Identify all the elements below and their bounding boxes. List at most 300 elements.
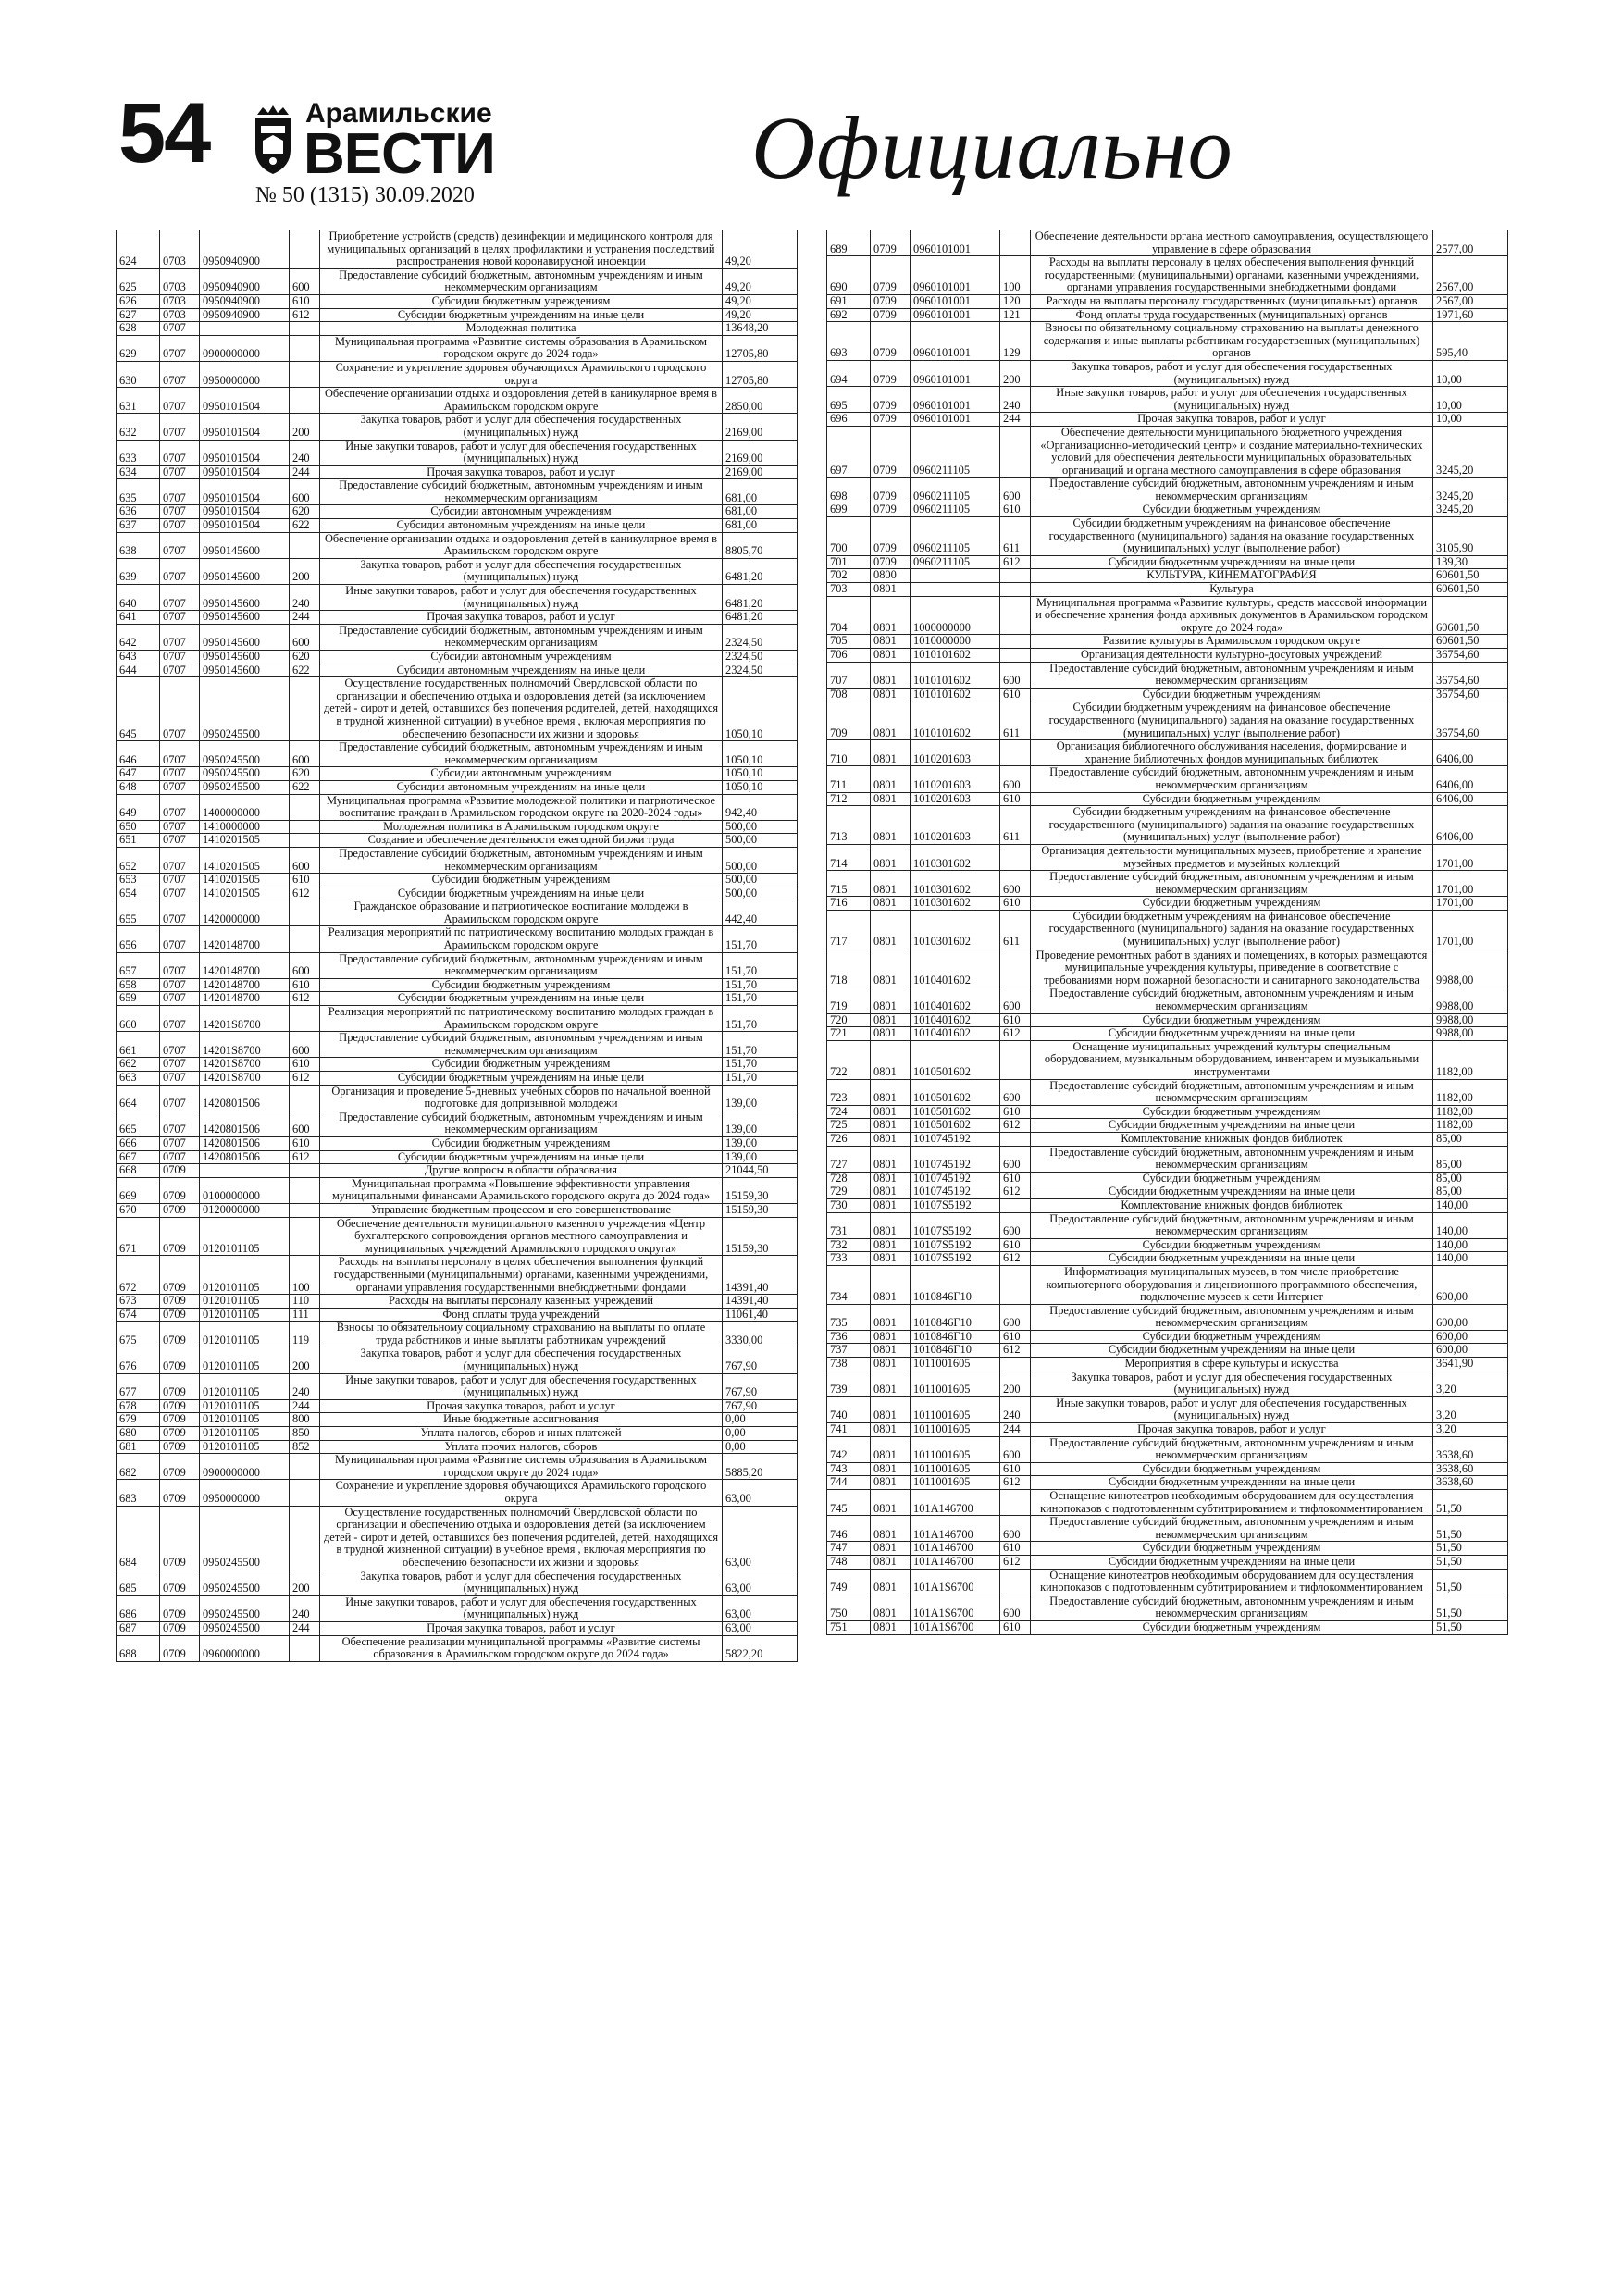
row-number: 674	[117, 1308, 160, 1322]
target-code: 1420148700	[200, 952, 290, 978]
section-code: 0707	[160, 741, 200, 767]
target-code: 1010401602	[911, 987, 1000, 1013]
section-code: 0801	[871, 987, 911, 1013]
section-code: 0703	[160, 230, 200, 269]
section-code: 0709	[160, 1256, 200, 1295]
expense-type: 244	[1000, 1423, 1031, 1437]
item-name: Взносы по обязательному социальному страхованию на выплаты денежного содержания и иные выплаты работникам государственных (муниципальных) органов	[1031, 322, 1433, 361]
row-number: 720	[827, 1013, 871, 1027]
expense-type: 611	[1000, 910, 1031, 949]
table-row	[117, 978, 798, 992]
item-name: Закупка товаров, работ и услуг для обеспечения государственных (муниципальных) нужд	[320, 1347, 723, 1373]
item-name: Субсидии бюджетным учреждениям	[1031, 897, 1433, 911]
row-number: 744	[827, 1476, 871, 1490]
table-row	[827, 1542, 1508, 1556]
section-code: 0709	[871, 230, 911, 256]
expense-type: 110	[290, 1295, 320, 1309]
item-name: Субсидии бюджетным учреждениям на иные цели	[1031, 1185, 1433, 1199]
item-name: Предоставление субсидий бюджетным, автономным учреждениям и иным некоммерческим организациям	[320, 268, 723, 294]
section-code: 0707	[160, 992, 200, 1006]
expense-type	[1000, 1198, 1031, 1212]
target-code: 14201S8700	[200, 1072, 290, 1086]
table-row	[117, 887, 798, 900]
item-name: Развитие культуры в Арамильском городском округе	[1031, 635, 1433, 649]
item-name: Предоставление субсидий бюджетным, автономным учреждениям и иным некоммерческим организациям	[1031, 478, 1433, 503]
target-code: 1410201505	[200, 874, 290, 887]
amount: 49,20	[723, 230, 798, 269]
expense-type	[1000, 230, 1031, 256]
target-code: 0960101001	[911, 322, 1000, 361]
row-number: 664	[117, 1085, 160, 1111]
item-name: Организация деятельности муниципальных музеев, приобретение и хранение музейных предметов и музейных коллекций	[1031, 844, 1433, 870]
amount: 600,00	[1433, 1330, 1508, 1344]
row-number: 634	[117, 465, 160, 479]
table-row	[827, 1423, 1508, 1437]
target-code: 0950145600	[200, 651, 290, 664]
table-row	[117, 519, 798, 533]
target-code: 1010301602	[911, 897, 1000, 911]
item-name: Субсидии бюджетным учреждениям	[1031, 1105, 1433, 1119]
row-number: 734	[827, 1265, 871, 1304]
row-number: 739	[827, 1371, 871, 1396]
target-code: 0900000000	[200, 335, 290, 361]
target-code: 0950245500	[200, 1506, 290, 1570]
target-code: 1420801506	[200, 1111, 290, 1136]
table-row	[117, 361, 798, 387]
item-name: Предоставление субсидий бюджетным, автономным учреждениям и иным некоммерческим организациям	[320, 741, 723, 767]
table-row	[117, 677, 798, 741]
expense-type: 620	[290, 651, 320, 664]
table-row	[117, 847, 798, 873]
item-name: Иные бюджетные ассигнования	[320, 1413, 723, 1427]
amount: 36754,60	[1433, 701, 1508, 740]
amount: 63,00	[723, 1621, 798, 1635]
expense-type	[1000, 426, 1031, 477]
item-name: Муниципальная программа «Развитие культуры, средств массовой информации и обеспечение хранения фонда архивных документов в Арамильском городском округе до 2024 года»	[1031, 596, 1433, 635]
amount: 12705,80	[723, 335, 798, 361]
item-name: Предоставление субсидий бюджетным, автономным учреждениям и иным некоммерческим организациям	[1031, 766, 1433, 792]
section-code: 0801	[871, 596, 911, 635]
expense-type: 850	[290, 1427, 320, 1441]
target-code: 0120000000	[200, 1203, 290, 1217]
target-code: 0950940900	[200, 294, 290, 308]
section-code: 0707	[160, 361, 200, 387]
section-code: 0703	[160, 294, 200, 308]
row-number: 638	[117, 532, 160, 558]
expense-type: 600	[1000, 1436, 1031, 1462]
section-code: 0709	[160, 1217, 200, 1256]
row-number: 666	[117, 1136, 160, 1150]
item-name: Гражданское образование и патриотическое воспитание молодежи в Арамильском городском округе	[320, 900, 723, 926]
row-number: 749	[827, 1569, 871, 1595]
table-row	[117, 1085, 798, 1111]
row-number: 746	[827, 1516, 871, 1542]
expense-type: 600	[1000, 871, 1031, 897]
section-code: 0707	[160, 479, 200, 505]
amount: 15159,30	[723, 1217, 798, 1256]
row-number: 678	[117, 1399, 160, 1413]
item-name: Комплектование книжных фондов библиотек	[1031, 1198, 1433, 1212]
table-row	[827, 1555, 1508, 1569]
section-code: 0709	[160, 1295, 200, 1309]
amount: 51,50	[1433, 1595, 1508, 1620]
table-row	[827, 1265, 1508, 1304]
section-code: 0709	[160, 1399, 200, 1413]
target-code: 0120101105	[200, 1347, 290, 1373]
expense-type: 610	[1000, 1462, 1031, 1476]
expense-type: 600	[290, 479, 320, 505]
item-name: Субсидии бюджетным учреждениям	[1031, 1620, 1433, 1634]
target-code: 0120101105	[200, 1399, 290, 1413]
table-row	[827, 294, 1508, 308]
section-code: 0801	[871, 1185, 911, 1199]
table-row	[827, 806, 1508, 845]
section-code: 0709	[871, 360, 911, 386]
section-code: 0801	[871, 740, 911, 766]
amount: 6481,20	[723, 611, 798, 625]
table-row	[117, 505, 798, 519]
row-number: 719	[827, 987, 871, 1013]
amount: 51,50	[1433, 1569, 1508, 1595]
section-code: 0707	[160, 440, 200, 465]
item-name: Субсидии бюджетным учреждениям на иные цели	[320, 992, 723, 1006]
target-code: 0950000000	[200, 361, 290, 387]
item-name: Взносы по обязательному социальному страхованию на выплаты по оплате труда работников и иные выплаты работникам учреждений	[320, 1322, 723, 1347]
expense-type	[1000, 569, 1031, 583]
row-number: 710	[827, 740, 871, 766]
row-number: 718	[827, 949, 871, 987]
item-name: Субсидии бюджетным учреждениям	[1031, 503, 1433, 517]
section-code: 0801	[871, 1172, 911, 1185]
row-number: 705	[827, 635, 871, 649]
table-row	[827, 1105, 1508, 1119]
amount: 3105,90	[1433, 517, 1508, 556]
target-code: 1420801506	[200, 1150, 290, 1164]
table-row	[827, 1132, 1508, 1146]
target-code: 1010501602	[911, 1119, 1000, 1133]
row-number: 745	[827, 1490, 871, 1516]
row-number: 725	[827, 1119, 871, 1133]
section-code: 0707	[160, 952, 200, 978]
section-code: 0709	[160, 1506, 200, 1570]
section-code: 0707	[160, 780, 200, 794]
expense-type: 612	[1000, 1185, 1031, 1199]
amount: 2169,00	[723, 440, 798, 465]
section-code: 0709	[871, 426, 911, 477]
section-code: 0709	[160, 1635, 200, 1661]
target-code: 1010101602	[911, 649, 1000, 663]
row-number: 671	[117, 1217, 160, 1256]
section-code: 0801	[871, 649, 911, 663]
row-number: 630	[117, 361, 160, 387]
row-number: 736	[827, 1330, 871, 1344]
amount: 151,70	[723, 992, 798, 1006]
target-code: 0950101504	[200, 440, 290, 465]
table-row	[117, 611, 798, 625]
section-code: 0709	[160, 1427, 200, 1441]
amount: 51,50	[1433, 1542, 1508, 1556]
item-name: Предоставление субсидий бюджетным, автономным учреждениям и иным некоммерческим организациям	[320, 624, 723, 650]
item-name: Субсидии бюджетным учреждениям на иные цели	[1031, 555, 1433, 569]
item-name: Предоставление субсидий бюджетным, автономным учреждениям и иным некоммерческим организациям	[1031, 1212, 1433, 1238]
item-name: Субсидии бюджетным учреждениям на иные цели	[1031, 1252, 1433, 1266]
expense-type: 610	[1000, 1238, 1031, 1252]
section-code: 0801	[871, 1620, 911, 1634]
section-code: 0709	[160, 1440, 200, 1454]
item-name: Расходы на выплаты персоналу в целях обеспечения выполнения функций государственными (муниципальными) органами, казенными учреждениями, органами управления государственными внебюджетными фондами	[1031, 256, 1433, 295]
row-number: 748	[827, 1555, 871, 1569]
item-name: Осуществление государственных полномочий Свердловской области по организации и обеспечению отдыха и оздоровления детей (за исключением детей - сирот и детей, оставшихся без попечения родителей, детей, находящихся в трудной жизненной ситуации) в учебное время , включая мероприятия по обеспечению безопасности их жизни и здоровья	[320, 1506, 723, 1570]
row-number: 677	[117, 1373, 160, 1399]
target-code: 1010401602	[911, 1027, 1000, 1041]
expense-type	[1000, 1569, 1031, 1595]
row-number: 672	[117, 1256, 160, 1295]
target-code: 10107S5192	[911, 1252, 1000, 1266]
table-row	[827, 230, 1508, 256]
section-code: 0709	[160, 1203, 200, 1217]
target-code: 101A1S6700	[911, 1569, 1000, 1595]
expense-type: 610	[290, 874, 320, 887]
row-number: 740	[827, 1396, 871, 1422]
item-name: Субсидии бюджетным учреждениям	[1031, 1542, 1433, 1556]
expense-type: 612	[1000, 1344, 1031, 1358]
section-code: 0801	[871, 1013, 911, 1027]
expense-type	[1000, 583, 1031, 597]
amount: 140,00	[1433, 1252, 1508, 1266]
table-row	[117, 1072, 798, 1086]
table-row	[827, 1304, 1508, 1330]
item-name: Предоставление субсидий бюджетным, автономным учреждениям и иным некоммерческим организациям	[1031, 1516, 1433, 1542]
expense-type	[290, 834, 320, 848]
row-number: 701	[827, 555, 871, 569]
item-name: Прочая закупка товаров, работ и услуг	[320, 465, 723, 479]
expense-type: 611	[1000, 517, 1031, 556]
row-number: 656	[117, 926, 160, 952]
amount: 1701,00	[1433, 871, 1508, 897]
target-code: 101A146700	[911, 1490, 1000, 1516]
amount: 3638,60	[1433, 1476, 1508, 1490]
expense-type: 610	[290, 978, 320, 992]
section-code: 0707	[160, 624, 200, 650]
amount: 3638,60	[1433, 1436, 1508, 1462]
expense-type	[290, 1480, 320, 1506]
section-code: 0707	[160, 1111, 200, 1136]
amount: 5885,20	[723, 1454, 798, 1480]
item-name: Муниципальная программа «Повышение эффективности управления муниципальными финансами Арамильского городского округа до 2024 года»	[320, 1177, 723, 1203]
expense-type: 600	[1000, 1146, 1031, 1172]
section-code: 0707	[160, 1032, 200, 1058]
row-number: 658	[117, 978, 160, 992]
amount: 767,90	[723, 1399, 798, 1413]
amount: 9988,00	[1433, 949, 1508, 987]
item-name: Прочая закупка товаров, работ и услуг	[320, 1399, 723, 1413]
section-code: 0801	[871, 1105, 911, 1119]
expense-type	[290, 1635, 320, 1661]
section-code: 0707	[160, 519, 200, 533]
section-code: 0707	[160, 532, 200, 558]
row-number: 679	[117, 1413, 160, 1427]
budget-table-left	[116, 230, 798, 1662]
table-row	[117, 268, 798, 294]
section-code: 0709	[160, 1621, 200, 1635]
amount: 3638,60	[1433, 1462, 1508, 1476]
item-name: Субсидии бюджетным учреждениям	[1031, 1172, 1433, 1185]
expense-type: 622	[290, 664, 320, 677]
row-number: 662	[117, 1058, 160, 1072]
amount: 1182,00	[1433, 1119, 1508, 1133]
item-name: Предоставление субсидий бюджетным, автономным учреждениям и иным некоммерческим организациям	[320, 479, 723, 505]
target-code: 0960211105	[911, 426, 1000, 477]
section-code: 0801	[871, 1371, 911, 1396]
target-code: 1420801506	[200, 1136, 290, 1150]
section-title: Официально	[751, 98, 1233, 197]
amount: 15159,30	[723, 1203, 798, 1217]
amount: 9988,00	[1433, 1027, 1508, 1041]
amount: 60601,50	[1433, 635, 1508, 649]
amount: 13648,20	[723, 322, 798, 336]
item-name: Субсидии бюджетным учреждениям на иные цели	[1031, 1119, 1433, 1133]
table-row	[117, 1136, 798, 1150]
amount: 49,20	[723, 268, 798, 294]
section-code: 0801	[871, 1146, 911, 1172]
item-name: Мероприятия в сфере культуры и искусства	[1031, 1358, 1433, 1371]
row-number: 665	[117, 1111, 160, 1136]
section-code: 0707	[160, 414, 200, 440]
expense-type: 600	[290, 1032, 320, 1058]
target-code: 101A146700	[911, 1542, 1000, 1556]
row-number: 644	[117, 664, 160, 677]
amount: 2169,00	[723, 465, 798, 479]
table-row	[827, 322, 1508, 361]
amount: 21044,50	[723, 1164, 798, 1178]
expense-type: 612	[1000, 1476, 1031, 1490]
target-code: 0950145600	[200, 585, 290, 611]
expense-type	[1000, 1040, 1031, 1079]
expense-type: 620	[290, 505, 320, 519]
target-code: 1011001605	[911, 1423, 1000, 1437]
item-name: Субсидии бюджетным учреждениям	[1031, 688, 1433, 701]
section-code: 0707	[160, 558, 200, 584]
section-code: 0709	[160, 1164, 200, 1178]
item-name: Информатизация муниципальных музеев, в том числе приобретение компьютерного оборудования и лицензионного программного обеспечения, подключение музеев к сети Интернет	[1031, 1265, 1433, 1304]
amount: 2567,00	[1433, 256, 1508, 295]
expense-type: 244	[1000, 413, 1031, 427]
table-row	[117, 465, 798, 479]
section-code: 0707	[160, 794, 200, 820]
expense-type: 600	[1000, 1516, 1031, 1542]
expense-type: 612	[1000, 555, 1031, 569]
amount: 63,00	[723, 1570, 798, 1595]
table-row	[827, 1013, 1508, 1027]
section-code: 0709	[160, 1373, 200, 1399]
table-row	[117, 585, 798, 611]
table-row	[117, 322, 798, 336]
target-code: 0100000000	[200, 1177, 290, 1203]
row-number: 654	[117, 887, 160, 900]
target-code: 1010000000	[911, 635, 1000, 649]
row-number: 629	[117, 335, 160, 361]
row-number: 641	[117, 611, 160, 625]
table-row	[827, 1516, 1508, 1542]
target-code: 1011001605	[911, 1396, 1000, 1422]
table-row	[827, 662, 1508, 688]
row-number: 685	[117, 1570, 160, 1595]
section-code: 0709	[871, 517, 911, 556]
expense-type	[290, 820, 320, 834]
section-code: 0801	[871, 1344, 911, 1358]
expense-type	[290, 532, 320, 558]
table-row	[117, 388, 798, 414]
table-row	[117, 664, 798, 677]
row-number: 702	[827, 569, 871, 583]
section-code: 0709	[160, 1308, 200, 1322]
table-row	[827, 635, 1508, 649]
amount: 63,00	[723, 1480, 798, 1506]
city-coat-of-arms-icon	[252, 105, 294, 176]
target-code: 1410201505	[200, 847, 290, 873]
item-name: Обеспечение деятельности муниципального казенного учреждения «Центр бухгалтерского сопровождения органов местного самоуправления и муниципальных учреждений Арамильского городского округа»	[320, 1217, 723, 1256]
target-code: 1410201505	[200, 834, 290, 848]
section-code: 0709	[871, 322, 911, 361]
table-row	[827, 649, 1508, 663]
item-name: Субсидии бюджетным учреждениям	[320, 1136, 723, 1150]
expense-type: 610	[1000, 1330, 1031, 1344]
section-code: 0707	[160, 900, 200, 926]
item-name: Обеспечение деятельности органа местного самоуправления, осуществляющего управление в сфере образования	[1031, 230, 1433, 256]
target-code: 101A1S6700	[911, 1595, 1000, 1620]
section-code: 0801	[871, 1595, 911, 1620]
section-code: 0703	[160, 308, 200, 322]
section-code: 0801	[871, 1516, 911, 1542]
target-code: 1010401602	[911, 949, 1000, 987]
amount: 140,00	[1433, 1238, 1508, 1252]
expense-type: 611	[1000, 701, 1031, 740]
item-name: Предоставление субсидий бюджетным, автономным учреждениям и иным некоммерческим организациям	[320, 952, 723, 978]
amount: 6406,00	[1433, 740, 1508, 766]
item-name: Расходы на выплаты персоналу казенных учреждений	[320, 1295, 723, 1309]
row-number: 721	[827, 1027, 871, 1041]
target-code: 0950245500	[200, 741, 290, 767]
amount: 140,00	[1433, 1198, 1508, 1212]
table-row	[117, 952, 798, 978]
row-number: 676	[117, 1347, 160, 1373]
section-code: 0707	[160, 1058, 200, 1072]
expense-type: 800	[290, 1413, 320, 1427]
expense-type	[1000, 740, 1031, 766]
target-code: 0950245500	[200, 780, 290, 794]
item-name: Культура	[1031, 583, 1433, 597]
expense-type	[1000, 1265, 1031, 1304]
target-code: 1010201603	[911, 792, 1000, 806]
item-name: Иные закупки товаров, работ и услуг для обеспечения государственных (муниципальных) нужд	[320, 585, 723, 611]
target-code: 1010101602	[911, 662, 1000, 688]
target-code: 1410201505	[200, 887, 290, 900]
section-code: 0801	[871, 792, 911, 806]
target-code: 1010745192	[911, 1146, 1000, 1172]
row-number: 735	[827, 1304, 871, 1330]
table-row	[117, 1399, 798, 1413]
target-code: 0120101105	[200, 1373, 290, 1399]
expense-type	[290, 1454, 320, 1480]
section-code: 0801	[871, 1238, 911, 1252]
table-row	[117, 651, 798, 664]
row-number: 681	[117, 1440, 160, 1454]
target-code: 1011001605	[911, 1476, 1000, 1490]
amount: 2324,50	[723, 624, 798, 650]
section-code: 0709	[160, 1454, 200, 1480]
section-code: 0707	[160, 1006, 200, 1032]
section-code: 0707	[160, 611, 200, 625]
